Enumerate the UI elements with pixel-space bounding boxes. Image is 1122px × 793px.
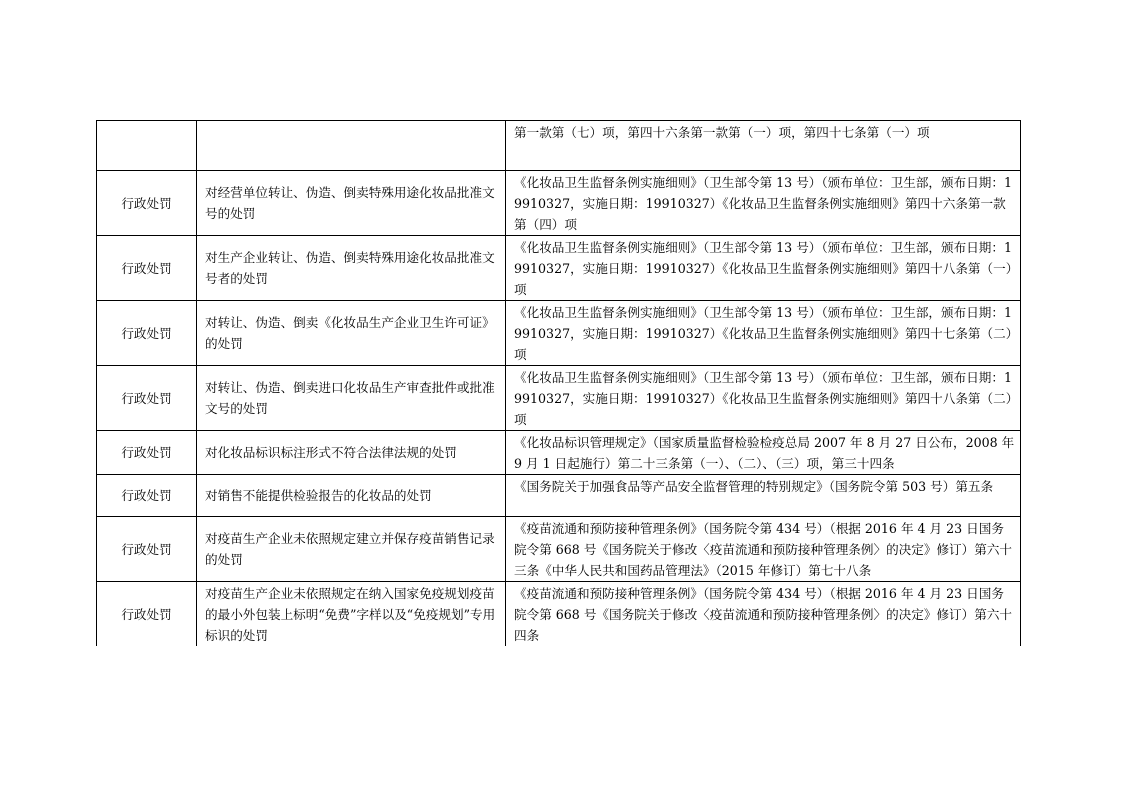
category-cell: 行政处罚: [97, 236, 197, 301]
category-cell: 行政处罚: [97, 582, 197, 647]
category-cell: 行政处罚: [97, 475, 197, 517]
legal-basis-cell: 《化妆品标识管理规定》（国家质量监督检验检疫总局 2007 年 8 月 27 日公布，2008 年 9 月 1 日起施行）第二十三条第（一）、（二）、（三）项，第三十四条: [506, 431, 1021, 475]
legal-basis-cell: 《疫苗流通和预防接种管理条例》（国务院令第 434 号）（根据 2016 年 4 月 23 日国务院令第 668 号《国务院关于修改〈疫苗流通和预防接种管理条例〉的决定》修订）第六十三条《中华人民共和国药品管理法》（2015 年修订）第七十八条: [506, 517, 1021, 582]
table-row: [97, 121, 1021, 171]
item-name-cell: 对化妆品标识标注形式不符合法律法规的处罚: [197, 431, 506, 475]
item-name-cell: 对销售不能提供检验报告的化妆品的处罚: [197, 475, 506, 517]
table-row: [97, 517, 1021, 582]
table-row: [97, 582, 1021, 647]
legal-basis-cell: 《国务院关于加强食品等产品安全监督管理的特别规定》（国务院令第 503 号）第五条: [506, 475, 1021, 517]
category-cell: 行政处罚: [97, 301, 197, 366]
legal-basis-cell: 《化妆品卫生监督条例实施细则》（卫生部令第 13 号）（颁布单位：卫生部，颁布日期：19910327，实施日期：19910327）《化妆品卫生监督条例实施细则》第四十六条第一款第（四）项: [506, 171, 1021, 236]
table-row: [97, 236, 1021, 301]
item-name-cell: 对疫苗生产企业未依照规定在纳入国家免疫规划疫苗的最小外包装上标明“免费”字样以及“免疫规划”专用标识的处罚: [197, 582, 506, 647]
category-cell: 行政处罚: [97, 171, 197, 236]
category-cell: [97, 121, 197, 171]
table-row: [97, 301, 1021, 366]
legal-basis-cell: 《化妆品卫生监督条例实施细则》（卫生部令第 13 号）（颁布单位：卫生部，颁布日期：19910327，实施日期：19910327）《化妆品卫生监督条例实施细则》第四十八条第（一）项: [506, 236, 1021, 301]
category-cell: 行政处罚: [97, 431, 197, 475]
legal-basis-cell: 《疫苗流通和预防接种管理条例》（国务院令第 434 号）（根据 2016 年 4 月 23 日国务院令第 668 号《国务院关于修改〈疫苗流通和预防接种管理条例〉的决定》修订）第六十四条: [506, 582, 1021, 647]
item-name-cell: 对疫苗生产企业未依照规定建立并保存疫苗销售记录的处罚: [197, 517, 506, 582]
legal-basis-cell: 《化妆品卫生监督条例实施细则》（卫生部令第 13 号）（颁布单位：卫生部，颁布日期：19910327，实施日期：19910327）《化妆品卫生监督条例实施细则》第四十八条第（二）项: [506, 366, 1021, 431]
category-cell: 行政处罚: [97, 517, 197, 582]
table-row: [97, 431, 1021, 475]
legal-basis-cell: 第一款第（七）项，第四十六条第一款第（一）项，第四十七条第（一）项: [506, 121, 1021, 171]
item-name-cell: [197, 121, 506, 171]
item-name-cell: 对转让、伪造、倒卖《化妆品生产企业卫生许可证》的处罚: [197, 301, 506, 366]
legal-basis-cell: 《化妆品卫生监督条例实施细则》（卫生部令第 13 号）（颁布单位：卫生部，颁布日期：19910327，实施日期：19910327）《化妆品卫生监督条例实施细则》第四十七条第（二）项: [506, 301, 1021, 366]
table-row: [97, 366, 1021, 431]
item-name-cell: 对生产企业转让、伪造、倒卖特殊用途化妆品批准文号者的处罚: [197, 236, 506, 301]
item-name-cell: 对转让、伪造、倒卖进口化妆品生产审查批件或批准文号的处罚: [197, 366, 506, 431]
table-row: [97, 475, 1021, 517]
item-name-cell: 对经营单位转让、伪造、倒卖特殊用途化妆品批准文号的处罚: [197, 171, 506, 236]
penalty-table: [96, 120, 1021, 646]
category-cell: 行政处罚: [97, 366, 197, 431]
table-row: [97, 171, 1021, 236]
